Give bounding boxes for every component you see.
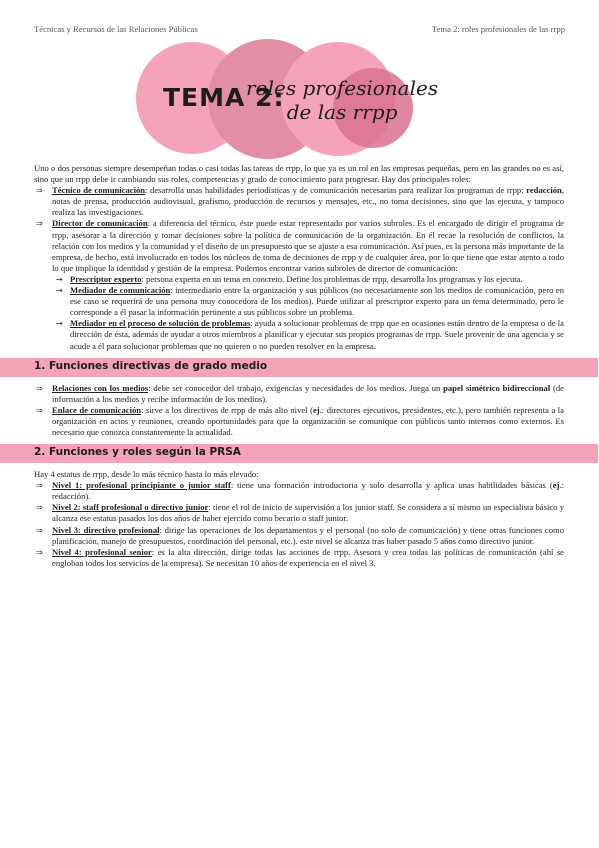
page-title: TEMA 2: [163, 83, 285, 112]
arrow-icon: ⇒ [36, 481, 43, 491]
arrow-icon: ⇒ [36, 525, 43, 535]
header-course-title: Técnicas y Recursos de las Relaciones Públicas [34, 24, 198, 34]
arrow-icon: ⇒ [36, 547, 43, 557]
arrow-icon: ⇒ [36, 383, 43, 393]
list-item: ⇒ Nivel 3: directivo profesional: dirige las operaciones de los departamentos y el personal (no solo de comunicación) y tiene otras funciones como planificación, manejo de presupuestos, coordinación del personal, etc.). este nivel se alcanza tras haber pasado 5 años como directivo junior. [36, 524, 564, 546]
intro-paragraph: Uno o dos personas siempre desempeñan todas o casi todas las tareas de rrpp, lo que ya es un rol en las empresas pequeñas, pero en las grandes no es así, sino que un rrpp debe ir cambiando sus roles, competencias y grado de conocimiento para progresar. Hay dos principales roles: [34, 163, 564, 185]
title-banner [0, 36, 599, 166]
list-item: ⇒ Director de comunicación: a diferencia del técnico, éste puede estar representado por varios subroles. Es el encargado de dirigir el programa de rrpp, asesorar a la dirección y tomar decisiones sobre la política de comunicación de la organización. En él recae la resolución de conflictos, la relación con los medios y la comunidad y el diseño de un presupuesto que se ajuste a esa comunicación. Así pues, es la persona más importante de la empresa, de hecho, está involucrado en todos los núcleos de toma de decisiones de rrpp y de cualquier área, por lo que tiene que estar atento a todo lo que implique la identidad y gestión de la empresa. Podemos encontrar varios subroles de director de comunicación: [36, 218, 564, 273]
header-topic-title: Tema 2: roles profesionales de las rrpp [431, 24, 565, 34]
arrow-icon: ⇒ [36, 405, 43, 415]
arrow-icon: ⇒ [36, 219, 43, 229]
section-intro: Hay 4 estatus de rrpp, desde lo más técnico hasta lo más elevado: [34, 469, 259, 480]
arrow-icon: ⇒ [36, 503, 43, 513]
arrow-icon: ⇒ [36, 186, 43, 196]
list-item: ⇒ Nivel 1: profesional principiante o junior staff: tiene una formación introductoria y solo desarrolla y aplica unas habilidades básicas (ej.: redacción). [36, 480, 564, 502]
document-body [34, 163, 564, 569]
sub-list-item: → Mediador en el proceso de solución de problemas: ayuda a solucionar problemas de rrpp que en ocasiones están dentro de la empresa o de la dirección de ésta, además de ayudar a otros miembros a planificar y ejecutar sus propios programas de rrpp. Suele provenir de una agencia y se acude a él para solucionar problemas que no quieren o no pueden resolver en la empresa. [56, 318, 564, 351]
page-subtitle: roles profesionales de las rrpp [246, 76, 439, 124]
section-heading: 2. Funciones y roles según la PRSA [0, 444, 598, 463]
arrow-icon: → [56, 274, 63, 284]
sub-list-item: → Prescriptor experto: persona experta en un tema en concreto. Define los problemas de rrpp, desarrolla los programas y los ejecuta. [56, 273, 523, 284]
section-heading: 1. Funciones directivas de grado medio [0, 358, 598, 377]
arrow-icon: → [56, 286, 63, 296]
list-item: ⇒ Técnico de comunicación: desarrolla unas habilidades periodísticas y de comunicación necesarias para realizar los programas de rrpp: redacción, notas de prensa, producción audiovisual, grafismo, producción de recursos y mensajes, etc., no toma decisiones, sino que las ejecuta, y tampoco realiza las investigaciones. [36, 185, 564, 218]
list-item: ⇒ Nivel 4: profesional senior: es la alta dirección, dirige todas las acciones de rrpp. Asesora y crea todas las políticas de comunicación (ahí se engloban todos los servicios de la empresa). Se necesitan 10 años de experiencia en el nivel 3. [36, 546, 564, 568]
list-item: ⇒ Nivel 2: staff profesional o directivo junior: tiene el rol de inicio de supervisión a los junior staff. Se considera a sí mismo un especialista básico y alcanza ese estatus pasados los dos años de haber ejercido como becario o staff junior. [36, 502, 564, 524]
sub-list-item: → Mediador de comunicación: intermediario entre la organización y sus públicos (no necesariamente son los medios de comunicación, pero en ese caso se requerirá de una persona muy conocedora de los medios). Puede utilizar al prescriptor experto para un tema determinado, pero le corresponde a él pasar la información pertinente a sus públicos sobre un problema. [56, 285, 565, 318]
list-item: ⇒ Relaciones con los medios: debe ser conocedor del trabajo, exigencias y necesidades de los medios. Juega un papel simétrico bidireccional (de información a los medios y recibe información de los medios). [36, 382, 564, 404]
arrow-icon: → [56, 319, 63, 329]
list-item: ⇒ Enlace de comunicación: sirve a los directivos de rrpp de más alto nivel (ej.: directores ejecutivos, presidentes, etc.), pero también representa a la organización en actos y reuniones, creando oportunidades para que la organización se comunique con públicos tanto internos como externos. Es necesario que conozca constantemente la actualidad. [36, 404, 564, 437]
